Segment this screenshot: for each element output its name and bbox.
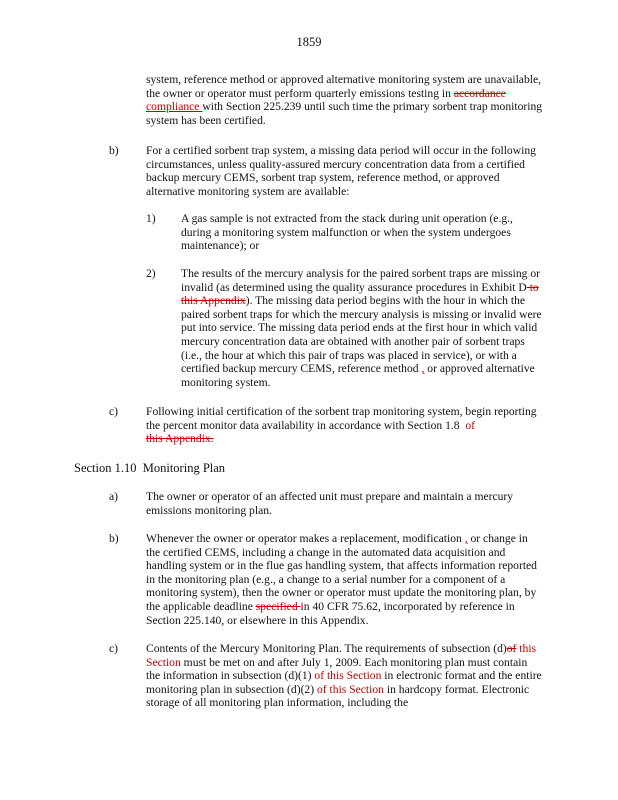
inserted-comma: , — [421, 362, 425, 376]
paragraph-2-analysis-results — [181, 267, 545, 389]
paragraph-2-text-3: or approved alternative monitoring system. — [181, 362, 535, 389]
paragraph-b-modification — [146, 532, 544, 627]
paragraph-c-contents — [146, 642, 544, 710]
intro-text-2: with Section 225.239 until such time the primary sorbent trap monitoring system has been certified. — [146, 100, 543, 127]
paragraph-b2-text-2: or change in the certified CEMS, including a change in the automated data acquisition and handling system or in the flue gas handling system, that affects information reported in the monitoring plan (e.g., a change to a serial number for a component of a monitoring system), then the owner or operator must update the monitoring plan, by the applicable deadline — [146, 532, 537, 613]
paragraph-b-missing-data — [146, 144, 541, 198]
paragraph-c2-text-3: in electronic format and the entire monitoring plan in subsection (d)(2) — [146, 669, 542, 696]
deleted-text: specified — [255, 599, 301, 613]
paragraph-b2-text-1: Whenever the owner or operator makes a replacement, modification — [146, 532, 465, 545]
deleted-text: to this Appendix — [181, 280, 539, 308]
item-label-c: c) — [109, 405, 119, 418]
item-label-b: b) — [109, 144, 119, 157]
inserted-text: compliance — [146, 100, 203, 114]
inserted-comma: , — [464, 532, 468, 545]
inserted-of: of — [465, 418, 476, 432]
section-title: Monitoring Plan — [142, 461, 226, 475]
item-label-a: a) — [109, 490, 119, 503]
paragraph-1-gas-sample — [181, 212, 545, 253]
item-label-c-2: c) — [109, 642, 119, 655]
item-label-2: 2) — [146, 267, 156, 280]
item-label-1: 1) — [146, 212, 156, 225]
paragraph-a-monitoring-plan — [146, 490, 541, 517]
deleted-appendix-ref: this Appendix. — [146, 432, 214, 446]
paragraph-c2-text-2: must be met on and after July 1, 2009. Each monitoring plan must contain the information in subsection (d)(1) — [146, 655, 528, 683]
inserted-text: this Section — [146, 642, 537, 669]
paragraph-b-text: For a certified sorbent trap system, a missing data period will occur in the following circumstances, unless quality-assured mercury concentration data from a certified backup mercury CEMS, sorbent trap system, reference method, or approved alternative monitoring system are available: — [146, 144, 536, 198]
inserted-text: of this Section — [314, 682, 384, 696]
paragraph-a-text: The owner or operator of an affected unit must prepare and maintain a mercury emissions monitoring plan. — [146, 490, 514, 517]
intro-paragraph — [146, 73, 546, 127]
paragraph-2-text-2: ). The missing data period begins with the hour in which the paired sorbent traps for which the mercury analysis is missing or invalid were put into service. The missing data period ends at the first hour in which valid mercury concentration data are obtained with another pair of sorbent traps (i.e., the hour at which this pair of traps was placed in service), or with a certified backup mercury CEMS, reference method — [181, 294, 542, 376]
page-number: 1859 — [296, 35, 322, 49]
item-label-b-2: b) — [109, 532, 119, 545]
inserted-text: of this Section — [311, 669, 382, 683]
deleted-text: of — [506, 642, 517, 655]
paragraph-c2-text-1: Contents of the Mercury Monitoring Plan. The requirements of subsection (d) — [146, 642, 507, 655]
deleted-text: accordance — [453, 86, 506, 100]
paragraph-1-text: A gas sample is not extracted from the stack during unit operation (e.g., during a monitoring system malfunction or when the system undergoes maintenance); or — [181, 212, 513, 253]
paragraph-c-certification: Following initial certification of the sorbent trap monitoring system, begin reporting the percent monitor data availability in accordance with Section 1.8 of this Appendix. — [146, 405, 537, 446]
intro-text-1: system, reference method or approved alternative monitoring system are unavailable, the owner or operator must perform quarterly emissions testing in — [146, 73, 542, 100]
section-number: Section 1.10 — [74, 461, 137, 475]
paragraph-c2-text-4: in hardcopy format. Electronic storage of all monitoring plan information, including the — [146, 682, 530, 710]
section-heading — [74, 462, 225, 476]
paragraph-b2-text-3: in 40 CFR 75.62, incorporated by reference in Section 225.140, or elsewhere in this Appendix. — [146, 599, 515, 627]
paragraph-2-text-1: The results of the mercury analysis for the paired sorbent traps are missing or invalid (as determined using the quality assurance procedures in Exhibit D — [181, 267, 540, 294]
